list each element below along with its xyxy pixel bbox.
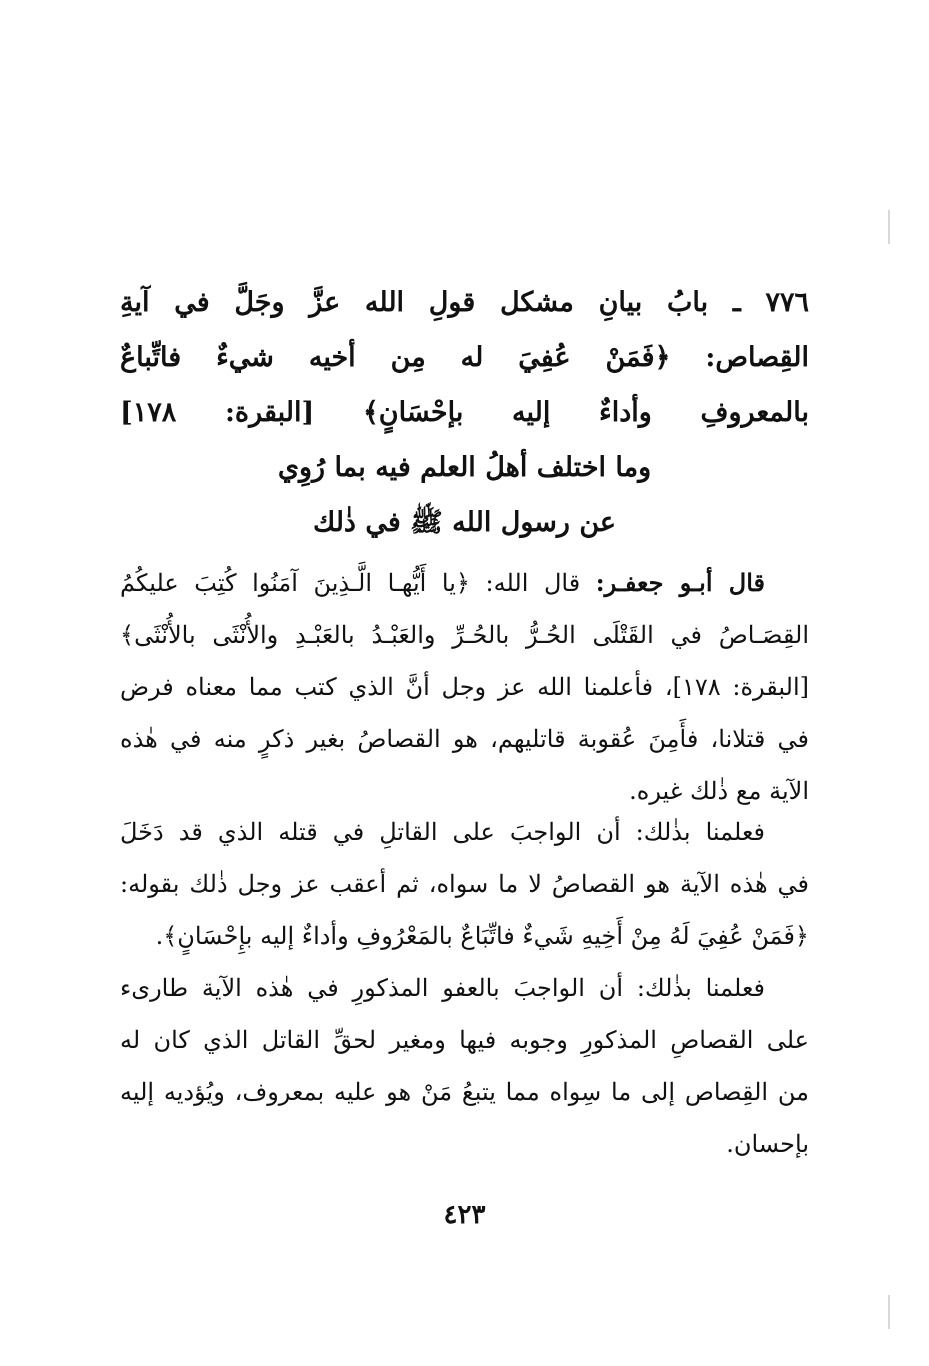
chapter-heading [120, 275, 809, 550]
paragraph-line: فعلمنا بذٰلك: أن الواجبَ على القاتلِ في قتله الذي قد دَخَلَ [120, 818, 765, 846]
paragraph [120, 962, 809, 1170]
scan-edge-mark [888, 1295, 890, 1329]
paragraph-line: [البقرة: ١٧٨]، فأعلمنا الله عز وجل أنَّ الذي كتب مما معناه فرض [120, 673, 809, 701]
paragraph-line: على القصاصِ المذكورِ وجوبه فيها ومغير لحقِّ القاتل الذي كان له [120, 1026, 809, 1054]
paragraph-line: بإحسان. [726, 1130, 809, 1158]
heading-line: القِصاص: ﴿فَمَنْ عُفِيَ له مِن أخيه شيءٌ فاتِّباعٌ [120, 342, 809, 373]
speaker-label: قال أبـو جعفـر: [595, 568, 765, 597]
paragraph-line: في هٰذه الآية هو القصاصُ لا ما سواه، ثم أعقب عز وجل ذٰلك بقوله: [120, 870, 809, 898]
paragraph-line: في قتلانا، فأَمِنَ عُقوبة قاتليهم، هو القصاصُ بغير ذكرٍ منه في هٰذه [120, 725, 809, 753]
paragraph-line: ﴿فَمَنْ عُفِيَ لَهُ مِنْ أَخِيهِ شَيءٌ فاتِّبَاعٌ بالمَعْرُوفِ وأداءٌ إليه بإِحْسَانٍ﴾. [155, 922, 809, 950]
paragraph [120, 806, 809, 962]
paragraph-line [120, 557, 809, 609]
paragraph [120, 557, 809, 817]
paragraph-line-rest: قال الله: ﴿يا أَيُّهـا الَّـذِينَ آمَنُوا كُتِبَ عليكُمُ [120, 569, 596, 597]
heading-line: عن رسول الله ﷺ في ذٰلك [312, 507, 617, 538]
page-number: ٤٢٣ [443, 1200, 486, 1230]
paragraph-line: القِصَـاصُ في القَتْلَى الحُـرُّ بالحُـرِّ والعَبْـدُ بالعَبْـدِ والأُنْثَى بالأُنْثَى﴾ [120, 621, 809, 649]
paragraph-line: الآية مع ذٰلك غيره. [629, 777, 809, 805]
paragraph-line: فعلمنا بذٰلك: أن الواجبَ بالعفو المذكورِ في هٰذه الآية طارىء [120, 974, 765, 1002]
scan-edge-mark [888, 210, 890, 244]
heading-line: وما اختلف أهلُ العلم فيه بما رُوِي [277, 452, 652, 483]
paragraph-line: من القِصاص إلى ما سِواه مما يتبعُ مَنْ هو عليه بمعروف، ويُؤديه إليه [120, 1078, 809, 1106]
heading-line: بالمعروفِ وأداءٌ إليه بإحْسَانٍ﴾ [البقرة: ١٧٨] [120, 397, 809, 428]
heading-line: ٧٧٦ ـ بابُ بيانِ مشكل قولِ الله عزَّ وجَلَّ في آيةِ [120, 287, 809, 318]
